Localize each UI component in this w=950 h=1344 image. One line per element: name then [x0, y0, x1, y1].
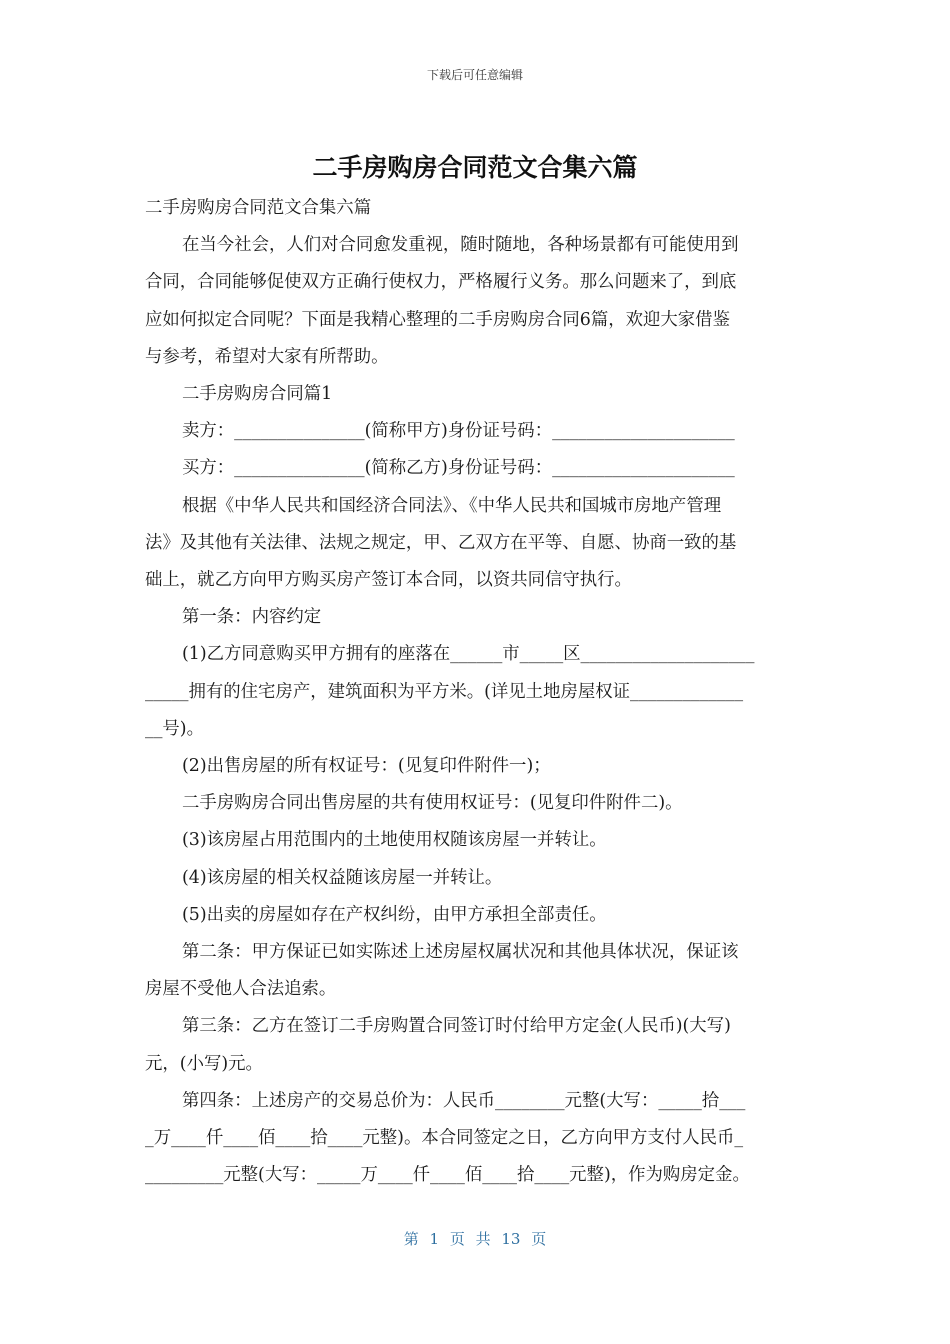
body-line: 法》及其他有关法律、法规之规定，甲、乙双方在平等、自愿、协商一致的基	[145, 532, 737, 553]
body-line: _________元整(大写：_____万____仟____佰____拾____元整)，作为购房定金。	[145, 1165, 750, 1186]
body-line: 二手房购房合同出售房屋的共有使用权证号：(见复印件附件二)。	[182, 793, 683, 814]
body-line: (5)出卖的房屋如存在产权纠纷，由甲方承担全部责任。	[182, 904, 607, 925]
section-heading: 二手房购房合同篇1	[182, 384, 333, 405]
document-body	[145, 190, 807, 1194]
body-line: 第三条：乙方在签订二手房购置合同签订时付给甲方定金(人民币)(大写)	[182, 1016, 731, 1037]
buyer-line: 买方：_______________(简称乙方)身份证号码：_____________________	[182, 458, 735, 479]
body-line: 础上，就乙方向甲方购买房产签订本合同，以资共同信守执行。	[145, 570, 632, 591]
body-line: 合同，合同能够促使双方正确行使权力，严格履行义务。那么问题来了，到底	[145, 272, 737, 293]
body-line: 元，(小写)元。	[145, 1053, 263, 1074]
body-line: 在当今社会，人们对合同愈发重视，随时随地，各种场景都有可能使用到	[182, 235, 739, 256]
page-mid-text: 页 共	[449, 1230, 491, 1248]
body-line: 与参考，希望对大家有所帮助。	[145, 346, 389, 367]
body-line: (2)出售房屋的所有权证号：(见复印件附件一)；	[182, 756, 551, 777]
body-line: (3)该房屋占用范围内的土地使用权随该房屋一并转让。	[182, 830, 607, 851]
body-line: 根据《中华人民共和国经济合同法》、《中华人民共和国城市房地产管理	[182, 495, 722, 516]
body-line: (4)该房屋的相关权益随该房屋一并转让。	[182, 867, 503, 888]
body-line: _____拥有的住宅房产，建筑面积为平方米。(详见土地房屋权证_____________	[145, 681, 744, 702]
body-line: 第四条：上述房产的交易总价为：人民币________元整(大写：_____拾___	[182, 1090, 746, 1111]
header-note: 下载后可任意编辑	[426, 68, 523, 82]
body-line: 房屋不受他人合法追索。	[145, 979, 337, 1000]
current-page-number: 1	[429, 1230, 440, 1248]
body-line: 应如何拟定合同呢？下面是我精心整理的二手房购房合同6篇，欢迎大家借鉴	[145, 309, 730, 330]
article-heading: 第一条：内容约定	[182, 607, 322, 628]
page-prefix: 第	[403, 1230, 419, 1248]
page-number-footer	[0, 1228, 950, 1249]
body-line: 二手房购房合同范文合集六篇	[145, 198, 372, 218]
document-title: 二手房购房合同范文合集六篇	[312, 153, 638, 182]
body-line: 第二条：甲方保证已如实陈述上述房屋权属状况和其他具体状况，保证该	[182, 942, 739, 963]
body-line: _万____仟____佰____拾____元整)。本合同签定之日，乙方向甲方支付人民币_	[145, 1128, 744, 1149]
total-page-number: 13	[501, 1230, 521, 1248]
body-line: __号)。	[145, 718, 204, 739]
page-suffix: 页	[531, 1230, 547, 1248]
body-line: (1)乙方同意购买甲方拥有的座落在______市_____区____________________	[182, 644, 755, 665]
seller-line: 卖方：_______________(简称甲方)身份证号码：_____________________	[182, 421, 735, 442]
